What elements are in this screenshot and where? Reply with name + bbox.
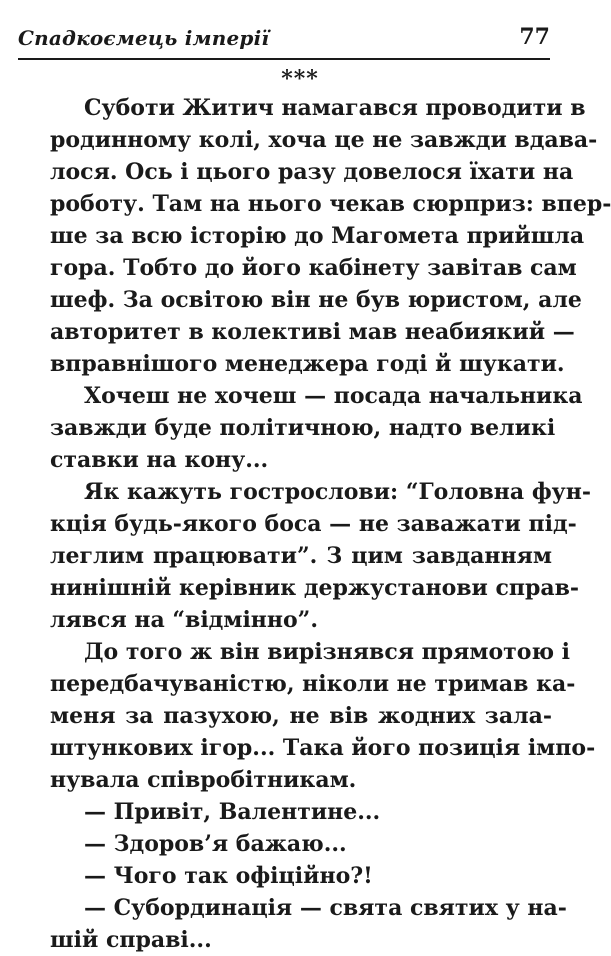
text-line: передбачуваністю, ніколи не тримав ка- [50,671,576,697]
dialogue-line: — Чого так офіційно?! [84,863,373,889]
dialogue-line: — Субординація — свята святих у на- [84,895,567,921]
text-line: родинному колі, хоча це не завжди вдава- [50,127,598,153]
text-line: авторитет в колективі мав неабиякий — [50,319,575,345]
text-line: роботу. Там на нього чекав сюрприз: впер- [50,191,611,217]
text-line: нувала співробітникам. [50,767,357,793]
text-line: шеф. За освітою він не був юристом, але [50,287,582,313]
running-title: Спадкоємець імперії [18,26,270,50]
text-line: нинішній керівник держустанови справ- [50,575,580,601]
text-line: кція будь-якого боса — не заважати під- [50,511,577,537]
text-line: Суботи Житич намагався проводити в [84,95,586,121]
page-number: 77 [519,24,550,50]
text-line: вправнішого менеджера годі й шукати. [50,351,565,377]
text-line: леглим працювати”. З цим завданням [50,543,552,569]
text-line: гора. Тобто до його кабінету завітав сам [50,255,577,281]
text-line: лося. Ось і цього разу довелося їхати на [50,159,574,185]
section-separator: *** [281,66,319,92]
dialogue-line: — Здоров’я бажаю... [84,831,347,857]
dialogue-line: — Привіт, Валентине... [84,799,381,825]
text-line: штункових ігор... Така його позиція імпо- [50,735,596,761]
text-line: лявся на “відмінно”. [50,607,318,633]
text-line: шій справі... [50,927,212,953]
text-line: Хочеш не хочеш — посада начальника [84,383,583,409]
running-header [18,22,550,60]
text-line: завжди буде політичною, надто великі [50,415,556,441]
text-line: ше за всю історію до Магомета прийшла [50,223,585,249]
text-line: ставки на кону... [50,447,269,473]
text-line: До того ж він вирізнявся прямотою і [84,639,571,665]
text-line: меня за пазухою, не вів жодних зала- [50,703,552,729]
text-line: Як кажуть гострослови: “Головна фун- [84,479,591,505]
